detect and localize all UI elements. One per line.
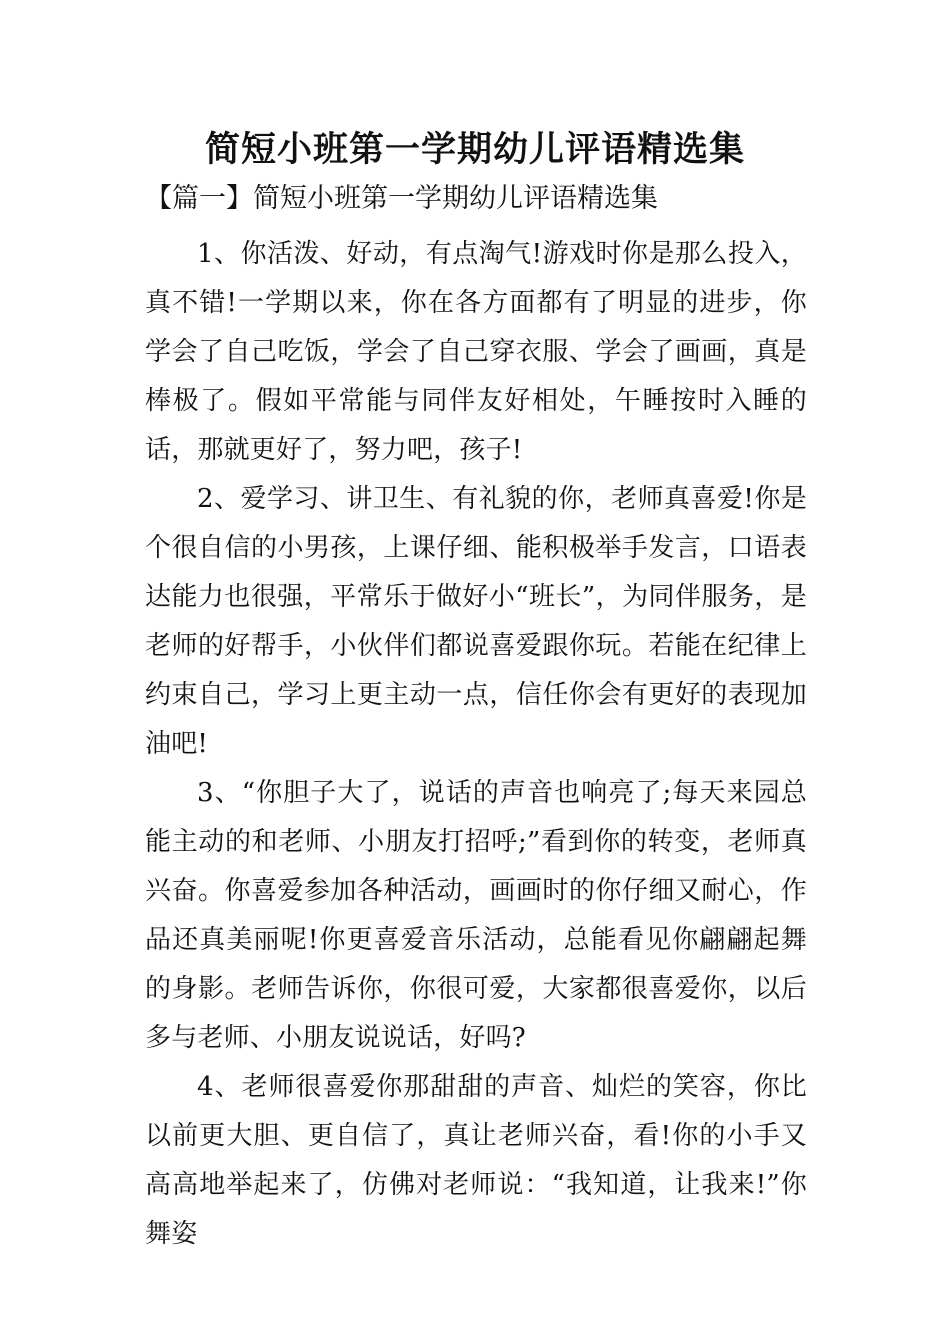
section-heading: 【篇一】简短小班第一学期幼儿评语精选集 xyxy=(145,183,658,214)
paragraph: 4、老师很喜爱你那甜甜的声音、灿烂的笑容，你比以前更大胆、更自信了，真让老师兴奋，看!你的小手又高高地举起来了，仿佛对老师说：“我知道，让我来!”你舞姿 xyxy=(145,1072,807,1249)
paragraph: 3、“你胆子大了，说话的声音也响亮了;每天来园总能主动的和老师、小朋友打招呼;”看到你的转变，老师真兴奋。你喜爱参加各种活动，画画时的你仔细又耐心，作品还真美丽呢!你更喜爱音乐活动，总能看见你翩翩起舞的身影。老师告诉你，你很可爱，大家都很喜爱你，以后多与老师、小朋友说说话，好吗? xyxy=(145,778,807,1053)
document-title: 简短小班第一学期幼儿评语精选集 xyxy=(204,129,745,170)
paragraph: 1、你活泼、好动，有点淘气!游戏时你是那么投入，真不错!一学期以来，你在各方面都有了明显的进步，你学会了自己吃饭，学会了自己穿衣服、学会了画画，真是棒极了。假如平常能与同伴友好相处，午睡按时入睡的话，那就更好了，努力吧，孩子! xyxy=(145,239,807,465)
paragraph: 2、爱学习、讲卫生、有礼貌的你，老师真喜爱!你是个很自信的小男孩，上课仔细、能积极举手发言，口语表达能力也很强，平常乐于做好小“班长”，为同伴服务，是老师的好帮手，小伙伴们都说喜爱跟你玩。若能在纪律上约束自己，学习上更主动一点，信任你会有更好的表现加油吧! xyxy=(145,484,807,759)
document-body xyxy=(145,230,807,1259)
